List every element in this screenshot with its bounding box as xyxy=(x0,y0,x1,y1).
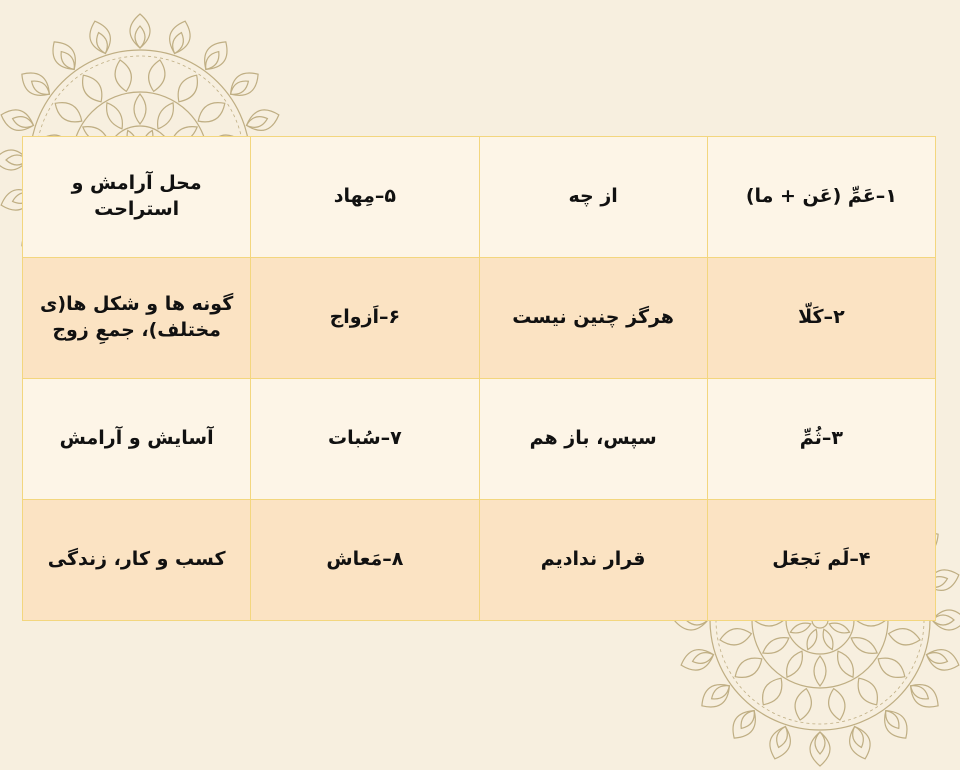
table-cell: آسایش و آرامش xyxy=(23,379,251,500)
table-row xyxy=(23,379,936,500)
table-cell: ۲–کَلّا xyxy=(707,258,935,379)
table-cell: ۷–سُبات xyxy=(251,379,479,500)
table-cell: کسب و کار، زندگی xyxy=(23,500,251,621)
table-cell: سپس، باز هم xyxy=(479,379,707,500)
table-cell: ۴–لَم نَجعَل xyxy=(707,500,935,621)
vocabulary-table xyxy=(22,136,936,621)
table-row xyxy=(23,500,936,621)
table-cell: ۶–اَزواج xyxy=(251,258,479,379)
table-cell: ۱–عَمِّ (عَن + ما) xyxy=(707,137,935,258)
table-cell: ۳–ثُمِّ xyxy=(707,379,935,500)
table-cell: ۵–مِهاد xyxy=(251,137,479,258)
table-cell: قرار ندادیم xyxy=(479,500,707,621)
table-row xyxy=(23,137,936,258)
table-cell: محل آرامش و استراحت xyxy=(23,137,251,258)
table-cell: از چه xyxy=(479,137,707,258)
table-cell: هرگز چنین نیست xyxy=(479,258,707,379)
table-cell: گونه ها و شکل ها(ی مختلف)، جمعِ زوج xyxy=(23,258,251,379)
table-cell: ۸–مَعاش xyxy=(251,500,479,621)
table-row xyxy=(23,258,936,379)
